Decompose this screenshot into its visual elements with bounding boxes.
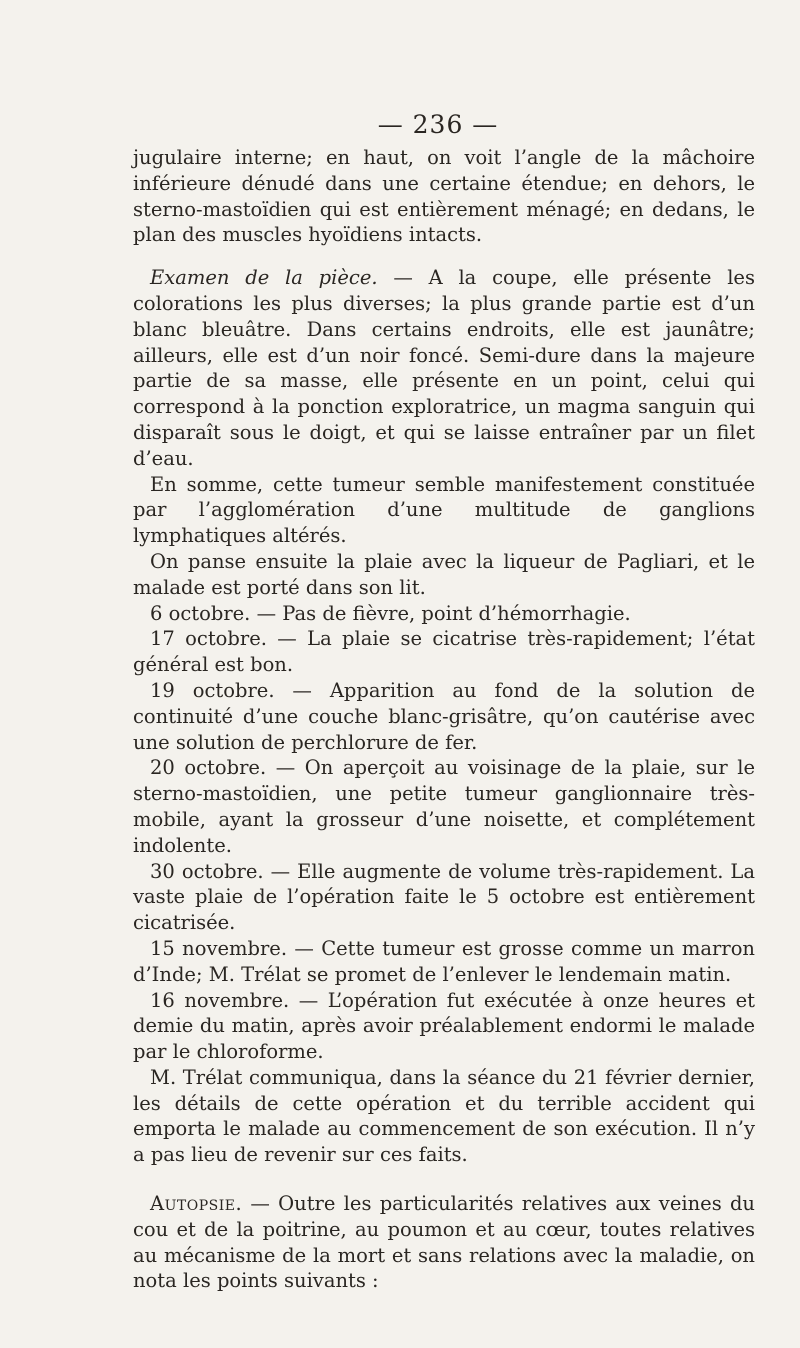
paragraph-somme: En somme, cette tumeur semble manifestement constituée par l’agglomération d’une multitude de ganglions lymphatiques altérés. — [133, 472, 755, 548]
paragraph-autopsie — [133, 1191, 755, 1294]
paragraph-15-novembre: 15 novembre. — Cette tumeur est grosse comme un marron d’Inde; M. Trélat se promet de l’enlever le lendemain matin. — [133, 936, 755, 986]
page-number: — 236 — — [377, 110, 499, 139]
paragraph-examen — [133, 265, 755, 471]
paragraph-19-octobre: 19 octobre. — Apparition au fond de la solution de continuité d’une couche blanc-grisâtre, qu’on cautérise avec une solution de perchlorure de fer. — [133, 678, 755, 754]
paragraph-16-novembre: 16 novembre. — L’opération fut exécutée à onze heures et demie du matin, après avoir préalablement endormi le malade par le chloroforme. — [133, 988, 755, 1064]
examen-heading: Examen de la pièce. — [150, 266, 378, 290]
autopsie-text: — Outre les particularités relatives aux veines du cou et de la poitrine, au poumon et au cœur, toutes relatives au mécanisme de la mort et sans relations avec la maladie, on nota les points suivants : — [133, 1192, 755, 1293]
paragraph-panse: On panse ensuite la plaie avec la liqueur de Pagliari, et le malade est porté dans son lit. — [133, 549, 755, 599]
paragraph-trelat: M. Trélat communiqua, dans la séance du 21 février dernier, les détails de cette opération et du terrible accident qui emporta le malade au commencement de son exécution. Il n’y a pas lieu de revenir sur ces faits. — [133, 1065, 755, 1167]
paragraph-1: jugulaire interne; en haut, on voit l’angle de la mâchoire inférieure dénudé dans une certaine étendue; en dehors, le sterno-mastoïdien qui est entièrement ménagé; en dedans, le plan des muscles hyoïdiens intacts. — [133, 146, 755, 247]
body-text — [133, 145, 755, 1294]
paragraph-20-octobre: 20 octobre. — On aperçoit au voisinage de la plaie, sur le sterno-mastoïdien, une petite tumeur ganglionnaire très-mobile, ayant la grosseur d’une noisette, et complétement indolente. — [133, 756, 755, 857]
paragraph-6-octobre: 6 octobre. — Pas de fièvre, point d’hémorrhagie. — [150, 601, 631, 625]
paragraph-17-octobre: 17 octobre. — La plaie se cicatrise très-rapidement; l’état général est bon. — [133, 627, 755, 677]
autopsie-heading: Autopsie. — [150, 1192, 243, 1216]
examen-text: — A la coupe, elle présente les colorations les plus diverses; la plus grande partie est d’un blanc bleuâtre. Dans certains endroits, elle est jaunâtre; ailleurs, elle est d’un noir foncé. Semi-dure dans la majeure partie de sa masse, elle présente en un point, celui qui correspond à la ponction exploratrice, un magma sanguin qui disparaît sous le doigt, et qui se laisse entraîner par un filet d’eau. — [133, 266, 755, 470]
paragraph-30-octobre: 30 octobre. — Elle augmente de volume très-rapidement. La vaste plaie de l’opération faite le 5 octobre est entièrement cicatrisée. — [133, 859, 755, 935]
